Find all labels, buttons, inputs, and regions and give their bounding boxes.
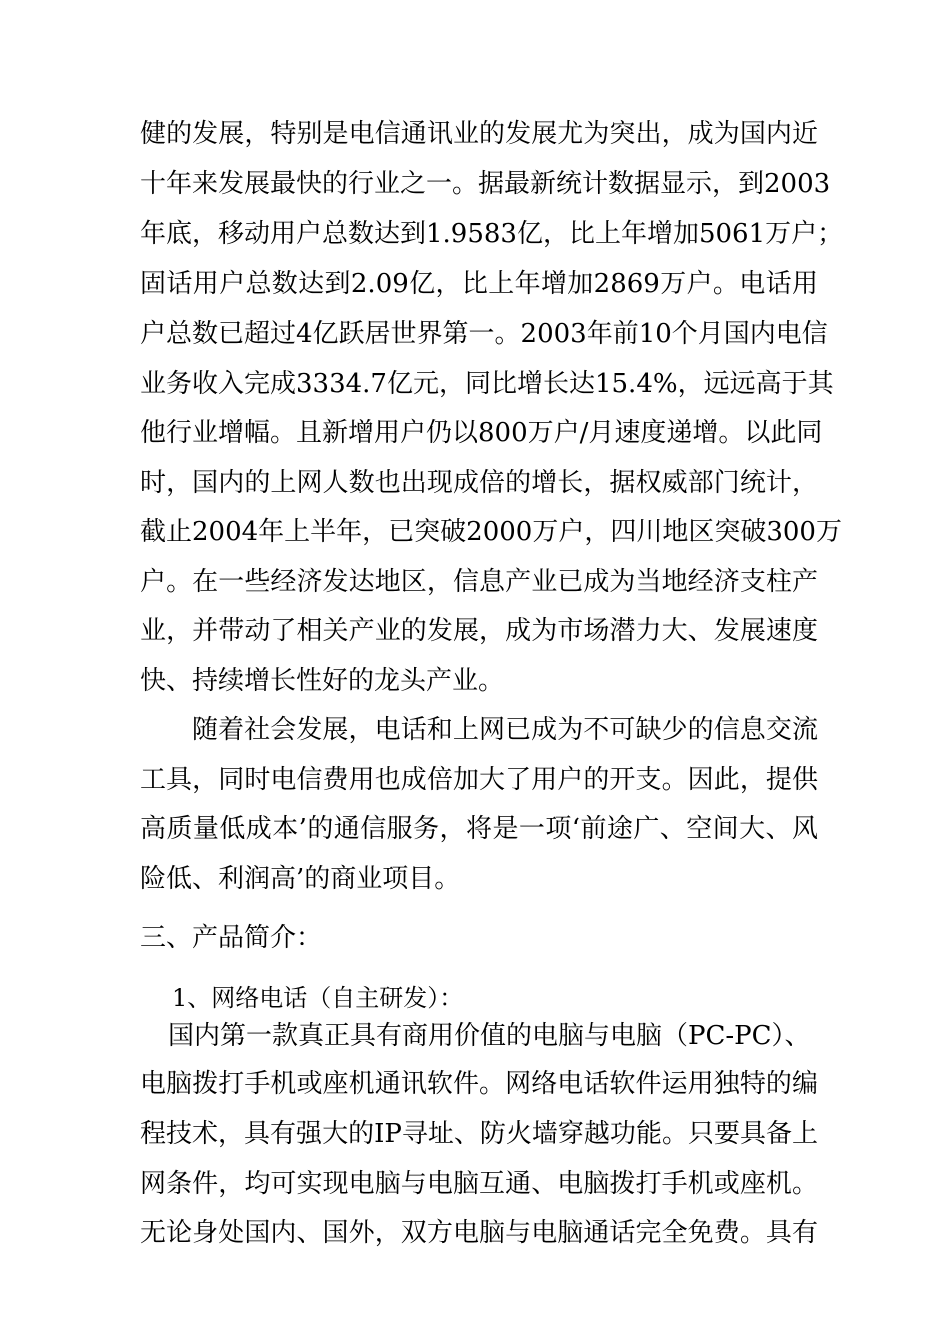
paragraph-2-line-4: 险低、利润高’的商业项目。 bbox=[140, 864, 461, 894]
paragraph-1-line-8: 时，国内的上网人数也出现成倍的增长，据权威部门统计， bbox=[140, 468, 818, 498]
paragraph-1-line-7: 他行业增幅。且新增用户仍以800万户/月速度递增。以此同 bbox=[140, 418, 823, 448]
paragraph-1-line-1: 健的发展，特别是电信通讯业的发展尤为突出，成为国内近 bbox=[140, 119, 818, 149]
paragraph-1-line-4: 固话用户总数达到2.09亿，比上年增加2869万户。电话用 bbox=[140, 269, 818, 299]
paragraph-3-line-3: 程技术，具有强大的IP寻址、防火墙穿越功能。只要具备上 bbox=[140, 1119, 818, 1149]
paragraph-1-line-9: 截止2004年上半年，已突破2000万户，四川地区突破300万 bbox=[140, 517, 842, 547]
paragraph-2-line-2: 工具，同时电信费用也成倍加大了用户的开支。因此，提供 bbox=[140, 765, 818, 795]
paragraph-1-line-10: 户。在一些经济发达地区，信息产业已成为当地经济支柱产 bbox=[140, 567, 818, 597]
paragraph-1-line-6: 业务收入完成3334.7亿元，同比增长达15.4%，远远高于其 bbox=[140, 369, 834, 399]
paragraph-3-line-2: 电脑拨打手机或座机通讯软件。网络电话软件运用独特的编 bbox=[140, 1069, 818, 1099]
paragraph-3-line-5: 无论身处国内、国外，双方电脑与电脑通话完全免费。具有 bbox=[140, 1218, 818, 1248]
subsection-heading: 1、网络电话（自主研发）： bbox=[172, 984, 464, 1012]
paragraph-3-line-4: 网条件，均可实现电脑与电脑互通、电脑拨打手机或座机。 bbox=[140, 1169, 818, 1199]
paragraph-1-line-3: 年底，移动用户总数达到1.9583亿，比上年增加5061万户； bbox=[140, 219, 844, 249]
paragraph-1-line-5: 户总数已超过4亿跃居世界第一。2003年前10个月国内电信 bbox=[140, 319, 828, 349]
paragraph-1-line-2: 十年来发展最快的行业之一。据最新统计数据显示，到2003 bbox=[140, 169, 831, 199]
paragraph-2-line-3: 高质量低成本’的通信服务，将是一项‘前途广、空间大、风 bbox=[140, 814, 818, 844]
section-heading: 三、产品简介： bbox=[140, 923, 323, 953]
paragraph-1-line-12: 快、持续增长性好的龙头产业。 bbox=[140, 666, 505, 696]
paragraph-3-line-1: 国内第一款真正具有商用价值的电脑与电脑（PC-PC）、 bbox=[168, 1021, 811, 1051]
paragraph-1-line-11: 业，并带动了相关产业的发展，成为市场潜力大、发展速度 bbox=[140, 616, 818, 646]
paragraph-2-line-1: 随着社会发展，电话和上网已成为不可缺少的信息交流 bbox=[192, 715, 818, 745]
